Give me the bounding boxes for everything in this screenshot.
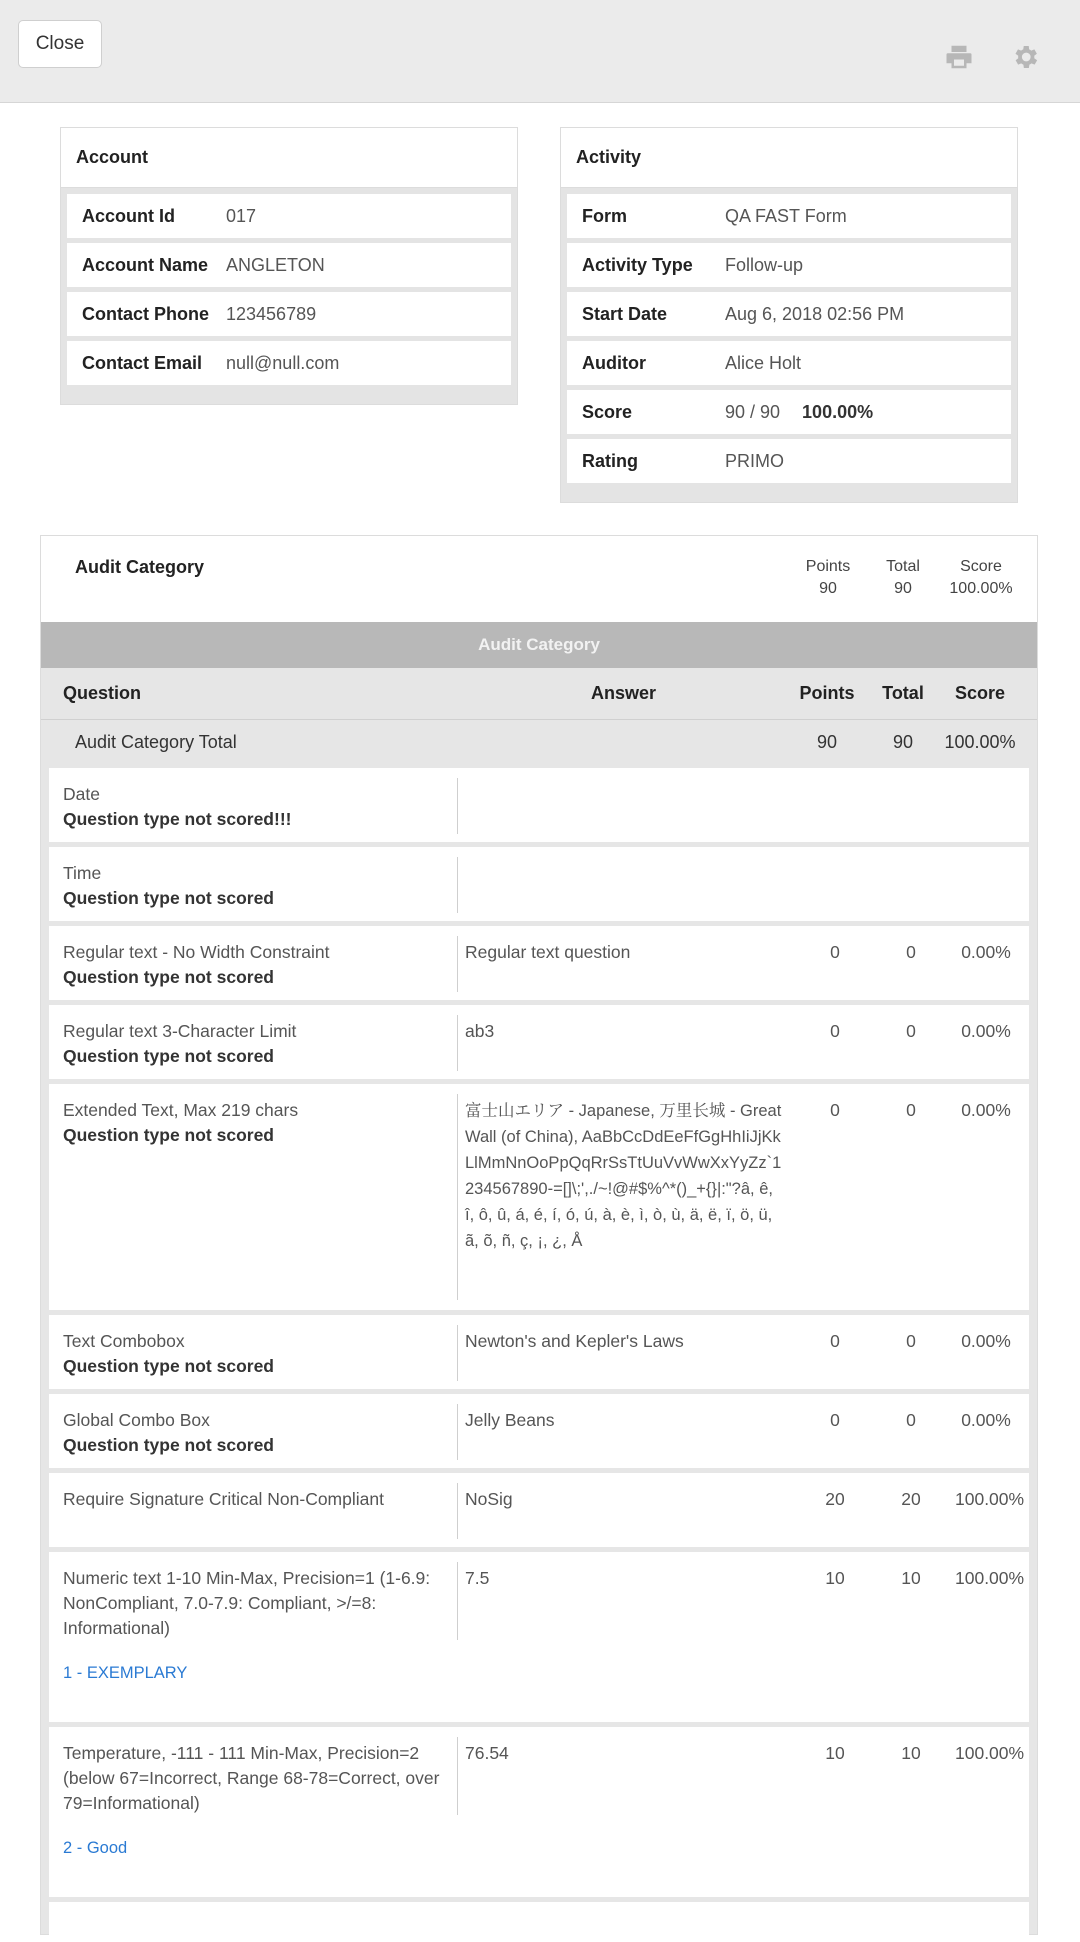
audit-summary bbox=[41, 536, 1037, 622]
question-note: Question type not scored bbox=[63, 1125, 274, 1145]
category-total-points: 90 bbox=[816, 732, 838, 752]
question-cell bbox=[63, 1487, 443, 1512]
category-total-row bbox=[41, 721, 1037, 765]
audit-summary-title: Audit Category bbox=[75, 557, 205, 577]
cell-divider bbox=[457, 1325, 458, 1381]
question-row bbox=[49, 1727, 1029, 1897]
question-cell bbox=[63, 861, 443, 911]
cell-divider bbox=[457, 1562, 458, 1640]
total-value: 20 bbox=[901, 1489, 921, 1509]
question-note: Question type not scored bbox=[63, 1435, 274, 1455]
points-value: 0 bbox=[830, 1021, 840, 1041]
summary-score-value: 100.00% bbox=[949, 580, 1013, 597]
answer-value: Jelly Beans bbox=[465, 1410, 555, 1430]
contact-email-label: Contact Email bbox=[82, 352, 203, 373]
question-row bbox=[49, 1473, 1029, 1547]
rating-row bbox=[567, 439, 1011, 483]
cell-divider bbox=[457, 936, 458, 992]
activity-card-title: Activity bbox=[561, 128, 1017, 188]
question-text: Regular text 3-Character Limit bbox=[63, 1021, 297, 1041]
answer-value: ab3 bbox=[465, 1021, 495, 1041]
total-value: 0 bbox=[906, 942, 916, 962]
total-value: 0 bbox=[906, 1100, 916, 1120]
total-value: 10 bbox=[901, 1568, 921, 1588]
top-toolbar bbox=[0, 0, 1080, 103]
category-total-score: 100.00% bbox=[944, 732, 1016, 752]
points-value: 0 bbox=[830, 1100, 840, 1120]
answer-value: Regular text question bbox=[465, 942, 631, 962]
question-cell bbox=[63, 1019, 443, 1069]
score-percent: 100.00% bbox=[802, 401, 874, 422]
cell-divider bbox=[457, 1483, 458, 1539]
question-note: Question type not scored bbox=[63, 967, 274, 987]
question-note: Question type not scored!!! bbox=[63, 809, 292, 829]
cell-divider bbox=[457, 778, 458, 834]
category-total-label: Audit Category Total bbox=[75, 732, 237, 752]
category-total-total: 90 bbox=[892, 732, 914, 752]
summary-points-value: 90 bbox=[819, 580, 837, 597]
question-text: Global Combo Box bbox=[63, 1410, 210, 1430]
rating-link[interactable]: 1 - EXEMPLARY bbox=[63, 1664, 188, 1682]
auditor-row bbox=[567, 341, 1011, 385]
cell-divider bbox=[457, 1015, 458, 1071]
activity-type-value: Follow-up bbox=[725, 254, 804, 275]
score-value: 100.00% bbox=[955, 1489, 1025, 1509]
rating-value: PRIMO bbox=[725, 450, 785, 471]
contact-phone-row bbox=[67, 292, 511, 336]
score-value: 0.00% bbox=[961, 1331, 1011, 1351]
rating-link[interactable]: 2 - Good bbox=[63, 1839, 128, 1857]
close-button[interactable]: Close bbox=[18, 20, 102, 68]
auditor-value: Alice Holt bbox=[725, 352, 802, 373]
summary-total bbox=[877, 556, 929, 600]
account-id-row bbox=[67, 194, 511, 238]
question-text: Require Signature Critical Non-Compliant bbox=[63, 1489, 384, 1509]
question-text: Extended Text, Max 219 chars bbox=[63, 1100, 299, 1120]
question-note: Question type not scored bbox=[63, 888, 274, 908]
col-answer: Answer bbox=[591, 683, 657, 703]
form-label: Form bbox=[582, 205, 627, 226]
answer-value: Newton's and Kepler's Laws bbox=[465, 1331, 684, 1351]
summary-points-label: Points bbox=[805, 558, 851, 575]
summary-score-label: Score bbox=[960, 558, 1002, 575]
question-text: Numeric text 1-10 Min-Max, Precision=1 (1-6.9: NonCompliant, 7.0-7.9: Compliant, >/=8: Informational) bbox=[63, 1568, 431, 1638]
total-value: 0 bbox=[906, 1331, 916, 1351]
auditor-label: Auditor bbox=[582, 352, 646, 373]
points-value: 0 bbox=[830, 1331, 840, 1351]
question-cell bbox=[63, 1566, 443, 1641]
summary-points bbox=[793, 556, 863, 600]
contact-phone-label: Contact Phone bbox=[82, 303, 210, 324]
score-value: 0.00% bbox=[961, 1410, 1011, 1430]
question-row bbox=[49, 1084, 1029, 1310]
question-row bbox=[49, 1315, 1029, 1389]
account-id-value: 017 bbox=[226, 205, 257, 226]
col-points: Points bbox=[799, 683, 855, 703]
question-text: Time bbox=[63, 863, 102, 883]
column-header-row bbox=[41, 668, 1037, 720]
score-value: 0.00% bbox=[961, 1021, 1011, 1041]
cell-divider bbox=[457, 857, 458, 913]
answer-value: 76.54 bbox=[465, 1743, 509, 1763]
start-date-label: Start Date bbox=[582, 303, 668, 324]
points-value: 10 bbox=[825, 1743, 845, 1763]
question-cell bbox=[63, 1329, 443, 1379]
question-row bbox=[49, 1902, 1029, 1942]
category-bar: Audit Category bbox=[41, 622, 1037, 668]
account-name-row bbox=[67, 243, 511, 287]
activity-type-label: Activity Type bbox=[582, 254, 693, 275]
question-cell bbox=[63, 1741, 443, 1816]
activity-type-row bbox=[567, 243, 1011, 287]
score-value: 0.00% bbox=[961, 942, 1011, 962]
activity-card bbox=[560, 127, 1018, 503]
summary-total-label: Total bbox=[886, 558, 920, 575]
account-name-label: Account Name bbox=[82, 254, 209, 275]
question-text: Regular text - No Width Constraint bbox=[63, 942, 330, 962]
question-cell bbox=[63, 940, 443, 990]
rating-label: Rating bbox=[582, 450, 638, 471]
answer-value: 7.5 bbox=[465, 1568, 490, 1588]
question-row bbox=[49, 926, 1029, 1000]
answer-value: 富士山エリア - Japanese, 万里长城 - Great Wall (of China), AaBbCcDdEeFfGgHhIiJjKkLlMmNnOoPpQqRrSsTtUuVvWwXxYyZz`1234567890-=[]\;',./~!@#$%^*()_+{}|:"?â, ê, î, ô, û, á, é, í, ó, ú, à, è, ì, ò, ù, ä, ë, ï, ö, ü, ã, õ, ñ, ç, ¡, ¿, Å bbox=[465, 1102, 782, 1250]
question-row bbox=[49, 847, 1029, 921]
points-value: 0 bbox=[830, 1410, 840, 1430]
question-cell bbox=[63, 1098, 443, 1148]
account-id-label: Account Id bbox=[82, 205, 175, 226]
points-value: 0 bbox=[830, 942, 840, 962]
total-value: 0 bbox=[906, 1021, 916, 1041]
question-row bbox=[49, 1005, 1029, 1079]
question-cell bbox=[63, 782, 443, 832]
account-name-value: ANGLETON bbox=[226, 254, 325, 275]
cell-divider bbox=[457, 1094, 458, 1300]
contact-phone-value: 123456789 bbox=[226, 303, 317, 324]
question-note: Question type not scored bbox=[63, 1356, 274, 1376]
col-question: Question bbox=[63, 683, 142, 703]
question-row bbox=[49, 768, 1029, 842]
score-row bbox=[567, 390, 1011, 434]
col-total: Total bbox=[882, 683, 924, 703]
question-row bbox=[49, 1552, 1029, 1722]
points-value: 20 bbox=[825, 1489, 845, 1509]
summary-score bbox=[939, 556, 1023, 600]
form-row bbox=[567, 194, 1011, 238]
account-card-title: Account bbox=[61, 128, 517, 188]
account-card bbox=[60, 127, 518, 405]
total-value: 0 bbox=[906, 1410, 916, 1430]
col-score: Score bbox=[954, 683, 1006, 703]
start-date-row bbox=[567, 292, 1011, 336]
question-cell bbox=[63, 1408, 443, 1458]
question-text: Temperature, -111 - 111 Min-Max, Precision=2 (below 67=Incorrect, Range 68-78=Correct, over 79=Informational) bbox=[63, 1743, 440, 1813]
score-value: 90 / 90 bbox=[725, 401, 781, 422]
question-note: Question type not scored bbox=[63, 1046, 274, 1066]
answer-value: NoSig bbox=[465, 1489, 513, 1509]
score-value: 100.00% bbox=[955, 1743, 1025, 1763]
form-value: QA FAST Form bbox=[725, 205, 847, 226]
audit-category-panel bbox=[40, 535, 1038, 1935]
question-row bbox=[49, 1394, 1029, 1468]
gear-icon[interactable] bbox=[1010, 42, 1040, 72]
score-value: 0.00% bbox=[961, 1100, 1011, 1120]
score-value: 100.00% bbox=[955, 1568, 1025, 1588]
summary-total-value: 90 bbox=[894, 580, 912, 597]
contact-email-value: null@null.com bbox=[226, 352, 340, 373]
score-label: Score bbox=[582, 401, 633, 422]
cell-divider bbox=[457, 1737, 458, 1815]
start-date-value: Aug 6, 2018 02:56 PM bbox=[725, 303, 905, 324]
cell-divider bbox=[457, 1404, 458, 1460]
points-value: 10 bbox=[825, 1568, 845, 1588]
total-value: 10 bbox=[901, 1743, 921, 1763]
print-icon[interactable] bbox=[944, 42, 974, 72]
question-text: Text Combobox bbox=[63, 1331, 185, 1351]
question-text: Date bbox=[63, 784, 100, 804]
contact-email-row bbox=[67, 341, 511, 385]
